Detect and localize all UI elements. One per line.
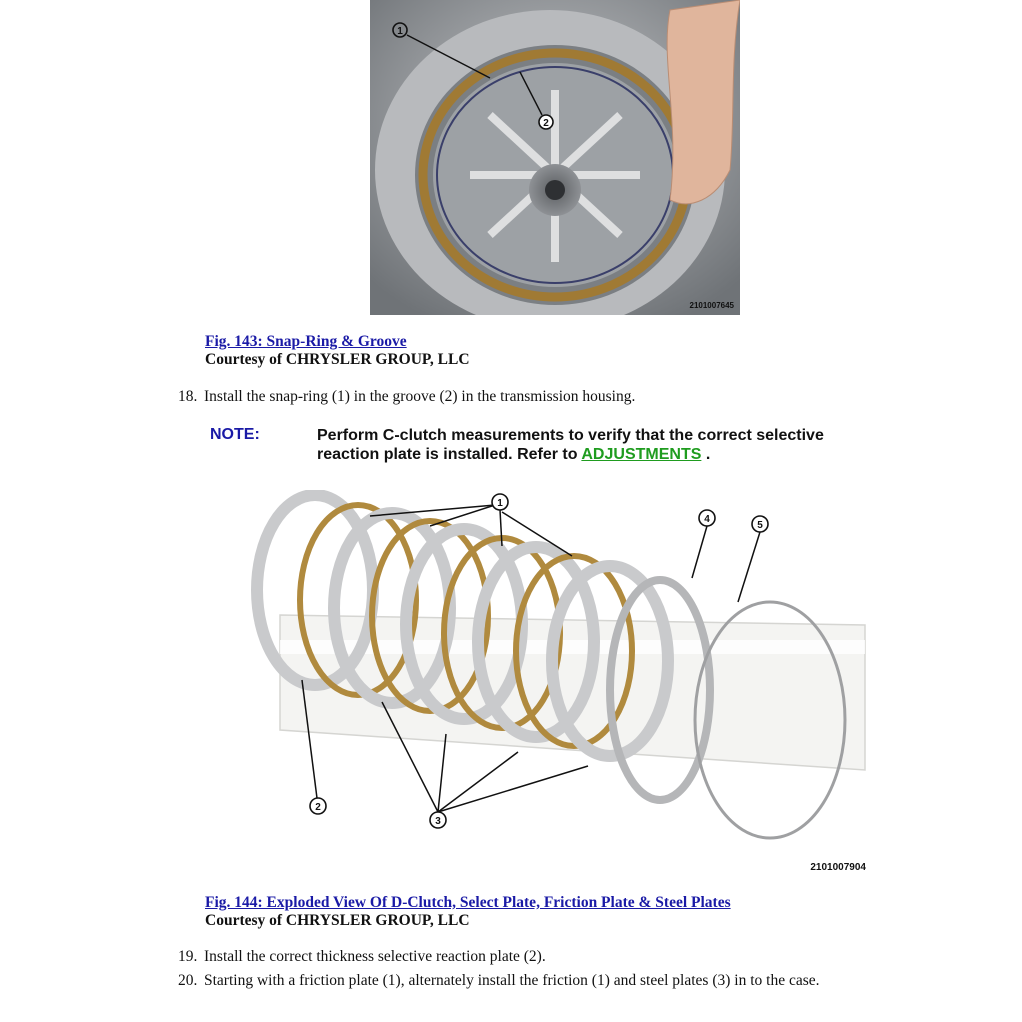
photo-callout-2: 2 <box>543 118 549 129</box>
svg-text:4: 4 <box>704 514 710 525</box>
step-number: 20. <box>178 972 198 989</box>
step-20 <box>178 972 820 990</box>
figure-ref-code: 2101007904 <box>810 862 866 873</box>
step-text: Starting with a friction plate (1), alternately install the friction (1) and steel plates (3) in to the case. <box>204 972 820 989</box>
fig-144-caption-link[interactable]: Fig. 144: Exploded View Of D-Clutch, Select Plate, Friction Plate & Steel Plates <box>205 894 731 911</box>
step-text: Install the correct thickness selective reaction plate (2). <box>204 948 546 965</box>
svg-text:3: 3 <box>435 816 441 827</box>
callout-4 <box>699 510 715 526</box>
fig-143-courtesy: Courtesy of CHRYSLER GROUP, LLC <box>205 351 470 368</box>
photo-callout-1: 1 <box>397 26 403 37</box>
callout-1 <box>492 494 508 510</box>
fig-143-caption-link[interactable]: Fig. 143: Snap-Ring & Groove <box>205 333 407 350</box>
step-number: 18. <box>178 388 198 405</box>
note-end: . <box>705 446 711 463</box>
snap-ring-photo-graphic <box>370 0 740 315</box>
svg-text:1: 1 <box>497 498 503 509</box>
callout-3 <box>430 812 446 828</box>
step-text: Install the snap-ring (1) in the groove (2) in the transmission housing. <box>204 388 636 405</box>
fig-144-courtesy: Courtesy of CHRYSLER GROUP, LLC <box>205 912 470 929</box>
note-body: Perform C-clutch measurements to verify that the correct selective reaction plate is installed. Refer to <box>317 427 824 463</box>
svg-text:5: 5 <box>757 520 763 531</box>
step-19 <box>178 948 546 966</box>
callout-5 <box>752 516 768 532</box>
callout-2 <box>310 798 326 814</box>
exploded-view-graphic <box>240 490 880 880</box>
snap-ring-photo <box>370 0 740 315</box>
note-label: NOTE: <box>210 426 260 443</box>
svg-text:2: 2 <box>315 802 321 813</box>
exploded-view-figure <box>240 490 880 880</box>
note-text <box>317 426 877 464</box>
step-18 <box>178 388 635 406</box>
adjustments-link[interactable]: ADJUSTMENTS <box>581 446 702 463</box>
step-number: 19. <box>178 948 198 965</box>
photo-ref-code: 2101007645 <box>689 301 734 310</box>
